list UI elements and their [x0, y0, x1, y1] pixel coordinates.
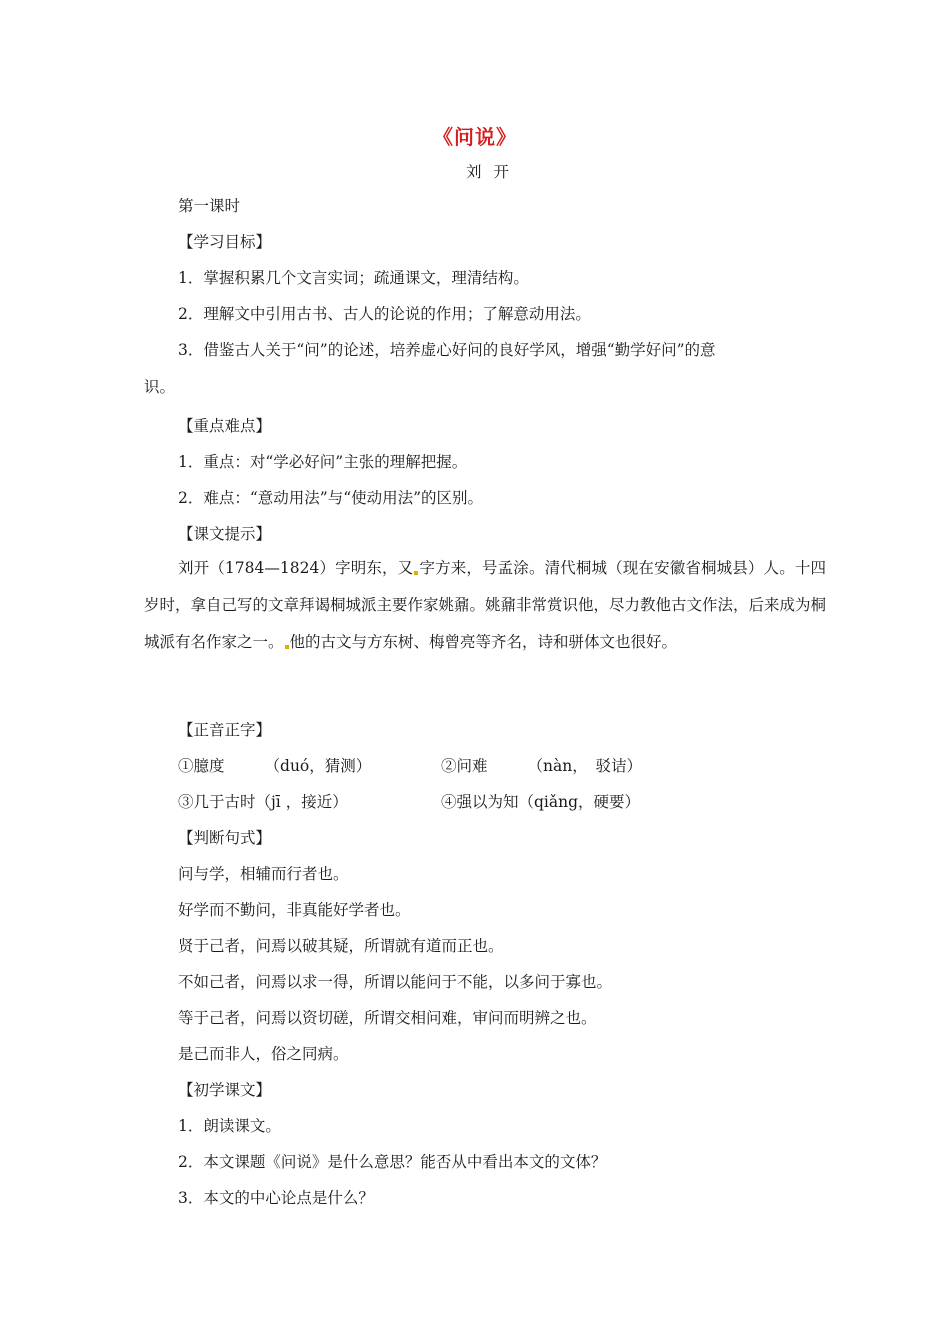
goal-item: 1．掌握积累几个文言实词；疏通课文，理清结构。	[178, 269, 529, 287]
tips-text-b: 字方来，号孟涂。清代桐城（现在安徽省桐城县）人。十四岁时，拿自己写的文章拜谒桐城派主要作家姚鼐。姚鼐非常赏识他，尽力教他古文作法，后来成为桐城派有名作家之一。	[144, 559, 827, 651]
key-item: 1．重点：对“学必好问”主张的理解把握。	[178, 453, 468, 471]
pron-item	[178, 756, 371, 776]
tips-text-c: 他的古文与方东树、梅曾亮等齐名，诗和骈体文也很好。	[289, 633, 678, 651]
judgement-sentence: 是己而非人，俗之同病。	[178, 1045, 349, 1063]
goal-item-continuation: 识。	[144, 378, 176, 396]
tips-text-a: 刘开（1784—1824）字明东，又	[178, 559, 414, 577]
marker-dot	[414, 571, 418, 575]
reading-question: 3．本文的中心论点是什么？	[178, 1189, 374, 1207]
judgement-sentence: 贤于己者，问焉以破其疑，所谓就有道而正也。	[178, 937, 504, 955]
judgement-sentence: 等于己者，问焉以资切磋，所谓交相问难，审问而明辨之也。	[178, 1009, 597, 1027]
section-header-goals: 【学习目标】	[178, 233, 272, 251]
pron-note: （nàn， 驳诘）	[527, 757, 642, 775]
section-header-key: 【重点难点】	[178, 417, 272, 435]
marker-dot	[285, 645, 289, 649]
reading-question: 1．朗读课文。	[178, 1117, 281, 1135]
judgement-sentence: 不如己者，问焉以求一得，所谓以能问于不能，以多问于寡也。	[178, 973, 613, 991]
author: 刘开	[465, 163, 521, 181]
section-header-first-reading: 【初学课文】	[178, 1081, 272, 1099]
pron-word: ①臆度	[178, 757, 225, 775]
pron-word: ②问难	[441, 757, 488, 775]
pron-note: （duó，猜测）	[264, 757, 372, 775]
reading-question: 2．本文课题《问说》是什么意思？能否从中看出本文的文体？	[178, 1153, 607, 1171]
page-title: 《问说》	[433, 125, 517, 149]
pron-item	[441, 756, 642, 776]
section-header-pronunciation: 【正音正字】	[178, 721, 272, 739]
pron-item: ③几于古时（jī ，接近）	[178, 793, 348, 811]
pron-item: ④强以为知（qiǎng，硬要）	[441, 793, 641, 811]
section-header-tips: 【课文提示】	[178, 525, 272, 543]
goal-item: 3．借鉴古人关于“问”的论述，培养虚心好问的良好学风，增强“勤学好问”的意	[178, 341, 716, 359]
judgement-sentence: 好学而不勤问，非真能好学者也。	[178, 901, 411, 919]
section-header-judgement: 【判断句式】	[178, 829, 272, 847]
key-item: 2．难点：“意动用法”与“使动用法”的区别。	[178, 489, 484, 507]
lesson-label: 第一课时	[178, 197, 241, 215]
goal-item: 2．理解文中引用古书、古人的论说的作用；了解意动用法。	[178, 305, 591, 323]
judgement-sentence: 问与学，相辅而行者也。	[178, 865, 349, 883]
tips-paragraph	[144, 550, 826, 661]
